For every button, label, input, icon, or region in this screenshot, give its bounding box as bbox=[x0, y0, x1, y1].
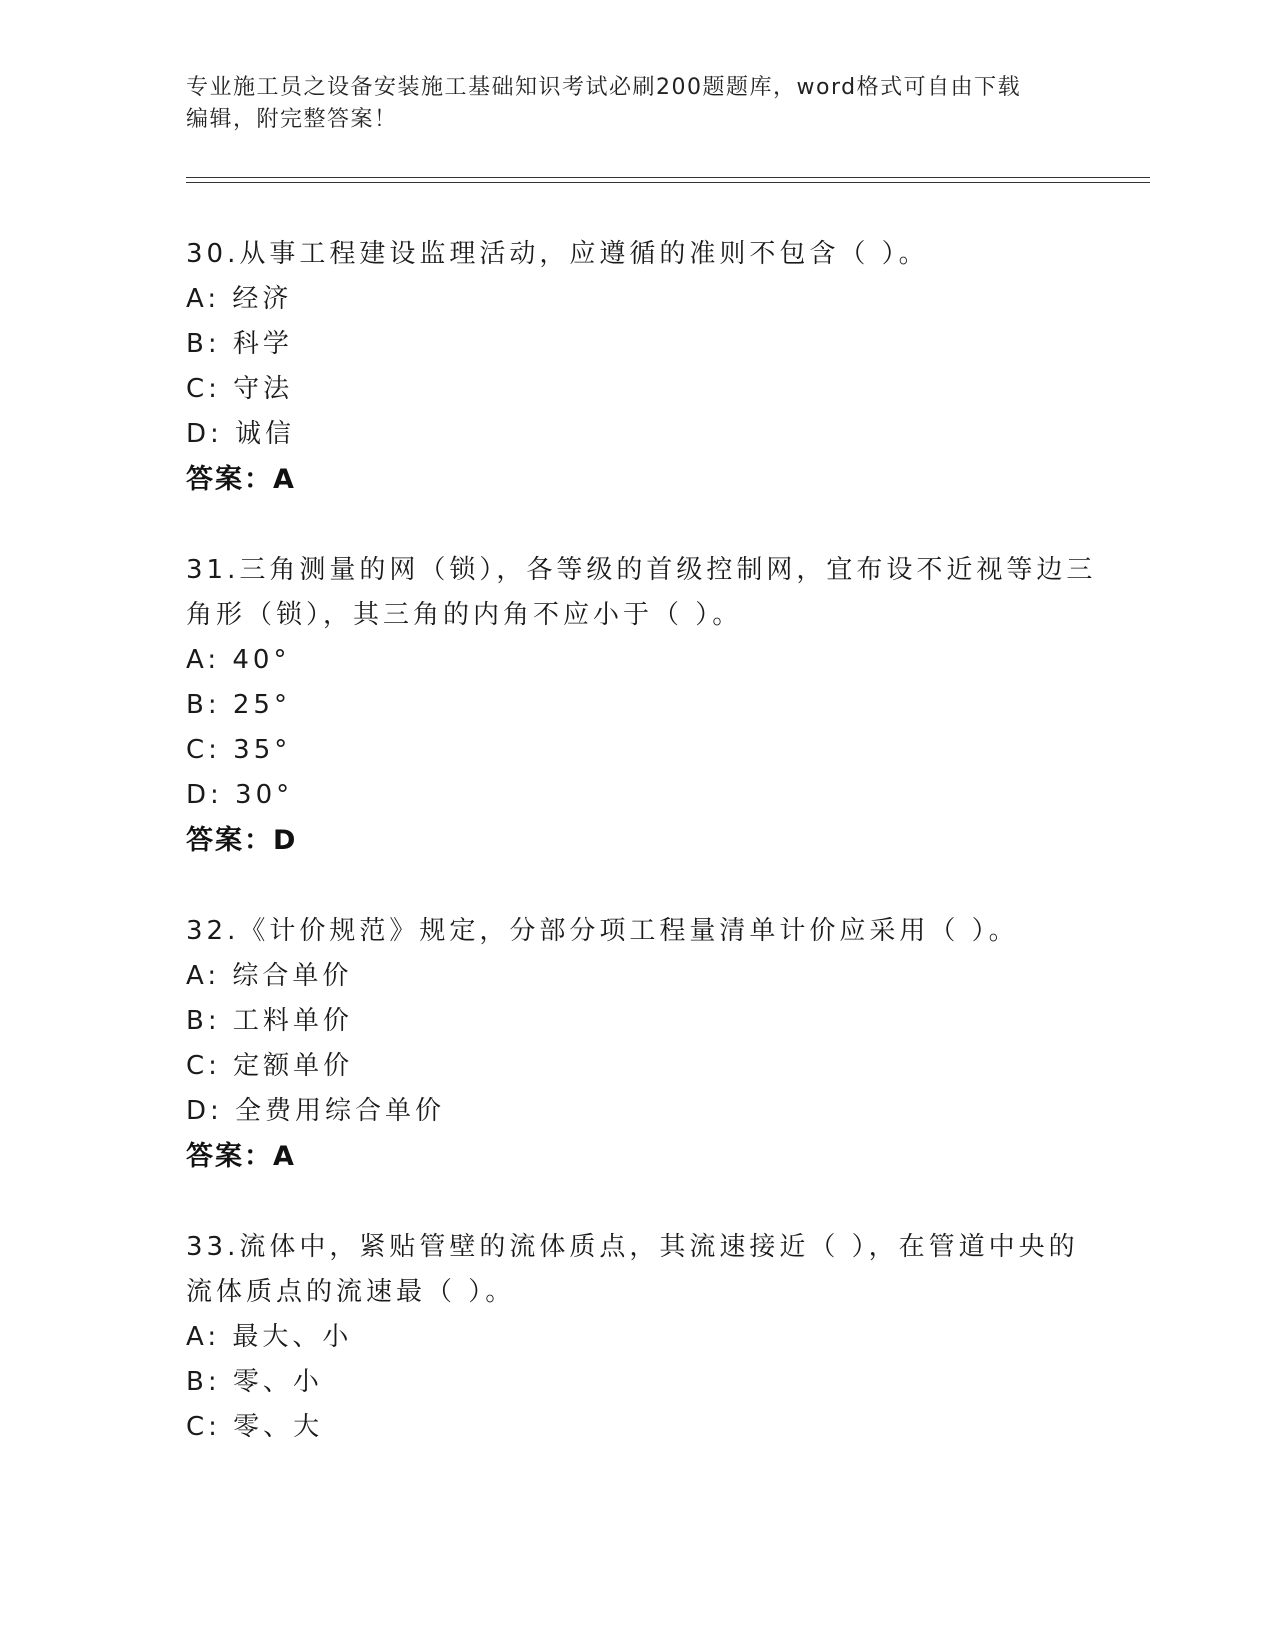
option-a: A: 40° bbox=[186, 645, 291, 675]
question-30 bbox=[186, 232, 1106, 502]
question-text: 32.《计价规范》规定，分部分项工程量清单计价应采用（ ）。 bbox=[186, 916, 1019, 946]
header-title-line-2: 编辑，附完整答案！ bbox=[186, 107, 398, 132]
answer: 答案：A bbox=[186, 464, 296, 495]
option-a: A: 综合单价 bbox=[186, 961, 353, 991]
option-b: B: 科学 bbox=[186, 329, 293, 359]
question-text-continued: 角形（锁），其三角的内角不应小于（ ）。 bbox=[186, 600, 743, 630]
option-b: B: 零、小 bbox=[186, 1367, 323, 1397]
answer: 答案：A bbox=[186, 1141, 296, 1172]
option-d: D: 30° bbox=[186, 780, 294, 810]
question-33 bbox=[186, 1225, 1106, 1450]
option-c: C: 35° bbox=[186, 735, 292, 765]
question-list bbox=[186, 232, 1106, 1450]
option-a: A: 最大、小 bbox=[186, 1322, 353, 1352]
option-c: C: 零、大 bbox=[186, 1412, 324, 1442]
question-text: 30.从事工程建设监理活动，应遵循的准则不包含（ ）。 bbox=[186, 239, 929, 269]
header-divider-bottom bbox=[186, 182, 1150, 183]
option-c: C: 定额单价 bbox=[186, 1051, 354, 1081]
header-title-line-1: 专业施工员之设备安装施工基础知识考试必刷200题题库，word格式可自由下载 bbox=[186, 75, 1022, 100]
question-text-continued: 流体质点的流速最（ ）。 bbox=[186, 1277, 516, 1307]
question-31 bbox=[186, 548, 1106, 863]
document-header bbox=[186, 72, 1086, 136]
option-d: D: 诚信 bbox=[186, 419, 296, 449]
question-text: 31.三角测量的网（锁），各等级的首级控制网，宜布设不近视等边三 bbox=[186, 555, 1097, 585]
option-c: C: 守法 bbox=[186, 374, 294, 404]
question-text: 33.流体中，紧贴管壁的流体质点，其流速接近（ ），在管道中央的 bbox=[186, 1232, 1079, 1262]
option-b: B: 工料单价 bbox=[186, 1006, 353, 1036]
answer: 答案：D bbox=[186, 825, 298, 856]
header-divider-top bbox=[186, 177, 1150, 178]
option-d: D: 全费用综合单价 bbox=[186, 1096, 446, 1126]
question-32 bbox=[186, 909, 1106, 1179]
option-a: A: 经济 bbox=[186, 284, 293, 314]
option-b: B: 25° bbox=[186, 690, 291, 720]
